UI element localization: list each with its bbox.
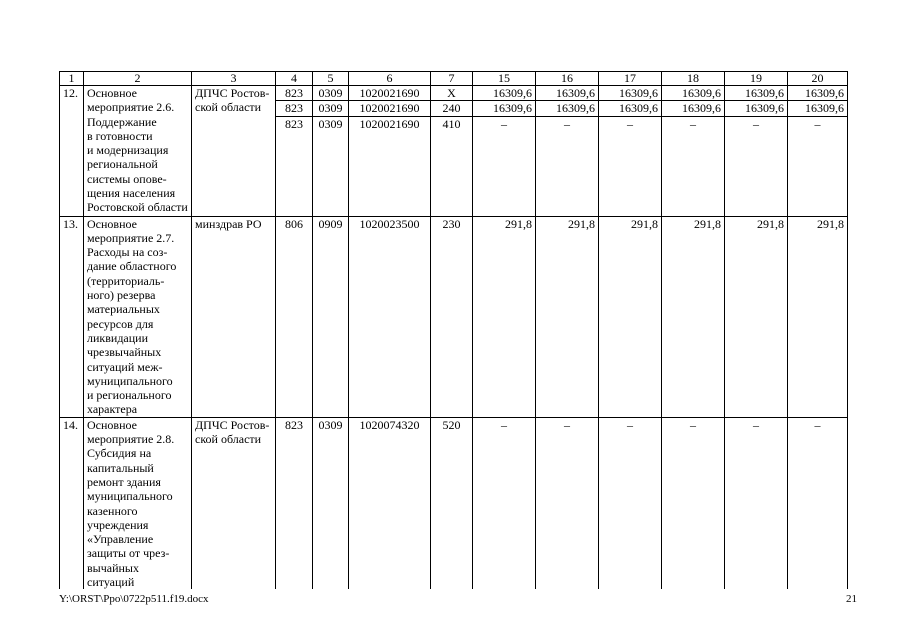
code-cell: 823	[276, 116, 313, 216]
code-cell: 230	[431, 216, 473, 417]
value-cell: 16309,6	[599, 101, 662, 116]
value-cell: 291,8	[473, 216, 536, 417]
code-cell: 520	[431, 417, 473, 589]
header-cell: 18	[662, 72, 725, 86]
value-cell: –	[599, 417, 662, 589]
value-cell: –	[788, 417, 848, 589]
header-cell: 6	[349, 72, 431, 86]
value-cell: 16309,6	[788, 101, 848, 116]
header-cell: 19	[725, 72, 788, 86]
code-cell: 823	[276, 101, 313, 116]
value-cell: 16309,6	[473, 86, 536, 101]
code-cell: 823	[276, 86, 313, 101]
code-cell: 1020021690	[349, 116, 431, 216]
row-number: 12.	[60, 86, 84, 217]
value-cell: 16309,6	[725, 86, 788, 101]
responsible-org: ДПЧС Ростов- ской области	[192, 417, 276, 589]
header-row	[60, 72, 848, 86]
table-row	[60, 216, 848, 417]
header-cell: 15	[473, 72, 536, 86]
value-cell: 291,8	[599, 216, 662, 417]
code-cell: 0309	[313, 86, 349, 101]
value-cell: 291,8	[788, 216, 848, 417]
value-cell: –	[725, 417, 788, 589]
value-cell: –	[788, 116, 848, 216]
value-cell: –	[599, 116, 662, 216]
code-cell: 240	[431, 101, 473, 116]
value-cell: 16309,6	[725, 101, 788, 116]
file-path-footer: Y:\ORST\Ppo\0722p511.f19.docx	[59, 593, 209, 605]
row-number: 13.	[60, 216, 84, 417]
code-cell: 1020023500	[349, 216, 431, 417]
activity-name: Основное мероприятие 2.7. Расходы на соз- дание областного (территориаль- ного) резерва материальных ресурсов для ликвидации чрезвычайных ситуаций меж- муниципального и регионального характера	[84, 216, 192, 417]
code-cell: 806	[276, 216, 313, 417]
header-cell: 7	[431, 72, 473, 86]
code-cell: 1020021690	[349, 86, 431, 101]
value-cell: 291,8	[536, 216, 599, 417]
header-cell: 3	[192, 72, 276, 86]
header-cell: 16	[536, 72, 599, 86]
value-cell: 16309,6	[599, 86, 662, 101]
value-cell: 16309,6	[788, 86, 848, 101]
budget-table	[59, 71, 848, 589]
page-number: 21	[846, 593, 857, 605]
value-cell: –	[536, 417, 599, 589]
header-cell: 17	[599, 72, 662, 86]
header-cell: 20	[788, 72, 848, 86]
value-cell: 291,8	[725, 216, 788, 417]
code-cell: 1020074320	[349, 417, 431, 589]
code-cell: 0309	[313, 101, 349, 116]
value-cell: 16309,6	[536, 86, 599, 101]
value-cell: 16309,6	[662, 101, 725, 116]
value-cell: 291,8	[662, 216, 725, 417]
code-cell: 410	[431, 116, 473, 216]
activity-name: Основное мероприятие 2.6. Поддержание в готовности и модернизация региональной системы опове- щения населения Ростовской области	[84, 86, 192, 217]
value-cell: 16309,6	[536, 101, 599, 116]
header-cell: 2	[84, 72, 192, 86]
header-cell: 5	[313, 72, 349, 86]
activity-name: Основное мероприятие 2.8. Субсидия на капитальный ремонт здания муниципального казенного учреждения «Управление защиты от чрез- вычайных ситуаций	[84, 417, 192, 589]
row-number: 14.	[60, 417, 84, 589]
code-cell: 823	[276, 417, 313, 589]
header-cell: 1	[60, 72, 84, 86]
value-cell: –	[662, 116, 725, 216]
code-cell: X	[431, 86, 473, 101]
value-cell: –	[536, 116, 599, 216]
code-cell: 0309	[313, 116, 349, 216]
value-cell: –	[473, 417, 536, 589]
code-cell: 1020021690	[349, 101, 431, 116]
responsible-org: ДПЧС Ростов- ской области	[192, 86, 276, 217]
table-row	[60, 86, 848, 101]
table-row	[60, 417, 848, 589]
header-cell: 4	[276, 72, 313, 86]
code-cell: 0309	[313, 417, 349, 589]
responsible-org: минздрав РО	[192, 216, 276, 417]
value-cell: –	[473, 116, 536, 216]
code-cell: 0909	[313, 216, 349, 417]
value-cell: 16309,6	[662, 86, 725, 101]
value-cell: 16309,6	[473, 101, 536, 116]
value-cell: –	[662, 417, 725, 589]
value-cell: –	[725, 116, 788, 216]
